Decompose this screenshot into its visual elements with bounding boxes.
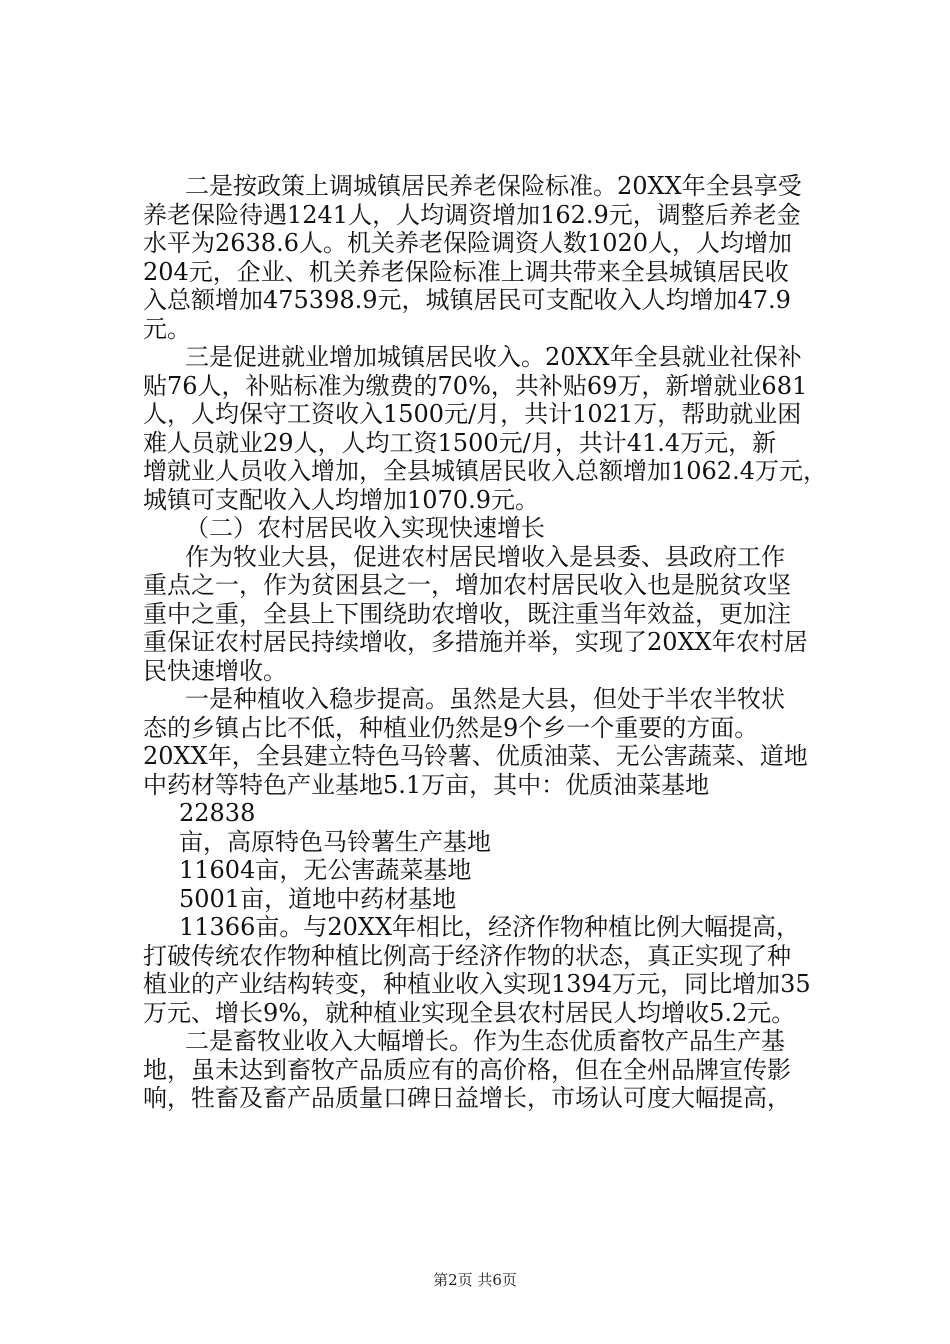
text-line: 22838 [179, 799, 256, 827]
text-line: 作为牧业大县，促进农村居民增收入是县委、县政府工作 [185, 542, 785, 571]
text-line: 态的乡镇占比不低，种植业仍然是9个乡一个重要的方面。 [143, 713, 759, 742]
text-line: 二是按政策上调城镇居民养老保险标准。20XX年全县享受 [185, 172, 802, 200]
text-line: 元。 [143, 314, 191, 343]
page-footer: 第2页 共6页 [433, 1271, 517, 1289]
text-line: 二是畜牧业收入大幅增长。作为生态优质畜牧产品生产基 [185, 1027, 785, 1055]
text-line: 响，牲畜及畜产品质量口碑日益增长，市场认可度大幅提高， [143, 1084, 791, 1112]
text-line: 11366亩。与20XX年相比，经济作物种植比例大幅提高， [179, 913, 801, 941]
text-line: 水平为2638.6人。机关养老保险调资人数1020人，人均增加 [143, 229, 793, 257]
text-line: 民快速增收。 [143, 656, 287, 685]
text-line: 204元，企业、机关养老保险标准上调共带来全县城镇居民收 [143, 257, 789, 286]
text-line: 三是促进就业增加城镇居民收入。20XX年全县就业社保补 [185, 343, 802, 371]
text-line: 贴76人，补贴标准为缴费的70%，共补贴69万，新增就业681 [143, 371, 808, 400]
text-line: 人，人均保守工资收入1500元/月，共计1021万，帮助就业困 [143, 400, 802, 428]
text-line: 亩，高原特色马铃薯生产基地 [179, 827, 491, 856]
text-line: 重保证农村居民持续增收，多措施并举，实现了20XX年农村居 [143, 628, 808, 656]
text-line: 重中之重，全县上下围绕助农增收，既注重当年效益，更加注 [143, 599, 791, 628]
text-line: 5001亩，道地中药材基地 [179, 884, 457, 913]
text-line: （二）农村居民收入实现快速增长 [185, 514, 545, 542]
text-line: 入总额增加475398.9元，城镇居民可支配收入人均增加47.9 [143, 286, 791, 314]
text-line: 中药材等特色产业基地5.1万亩，其中：优质油菜基地 [143, 770, 710, 799]
text-line: 植业的产业结构转变，种植业收入实现1394万元，同比增加35 [143, 970, 811, 998]
text-line: 难人员就业29人，人均工资1500元/月，共计41.4万元，新 [143, 428, 777, 457]
text-line: 养老保险待遇1241人，人均调资增加162.9元，调整后养老金 [143, 200, 801, 229]
text-line: 增就业人员收入增加，全县城镇居民收入总额增加1062.4万元， [143, 457, 827, 485]
text-line: 重点之一，作为贫困县之一，增加农村居民收入也是脱贫攻坚 [143, 571, 791, 599]
text-line: 打破传统农作物种植比例高于经济作物的状态，真正实现了种 [143, 941, 791, 970]
text-line: 20XX年，全县建立特色马铃薯、优质油菜、无公害蔬菜、道地 [143, 742, 808, 770]
text-line: 地，虽未达到畜牧产品质应有的高价格，但在全州品牌宣传影 [143, 1055, 791, 1084]
text-line: 万元、增长9%，就种植业实现全县农村居民人均增收5.2元。 [143, 998, 796, 1027]
body-text [143, 172, 843, 1113]
text-line: 一是种植收入稳步提高。虽然是大县，但处于半农半牧状 [185, 685, 785, 713]
text-line: 城镇可支配收入人均增加1070.9元。 [143, 485, 539, 514]
text-line: 11604亩，无公害蔬菜基地 [179, 856, 472, 884]
